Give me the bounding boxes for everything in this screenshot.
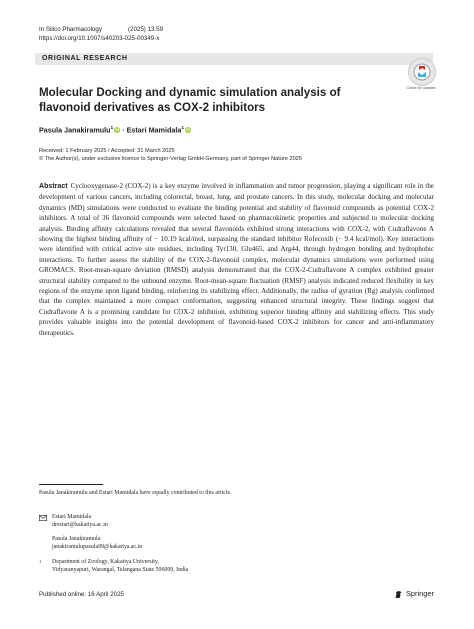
author-affiliation-mark: 1 <box>181 126 184 131</box>
section-label: ORIGINAL RESEARCH <box>42 55 128 62</box>
abstract-label: Abstract <box>39 183 68 190</box>
coauthor-name: Pasula Janakiramulu <box>52 536 101 542</box>
envelope-icon <box>39 515 47 521</box>
crossmark-icon[interactable] <box>408 58 436 86</box>
abstract-block <box>39 181 434 338</box>
orcid-icon[interactable]: iD <box>186 127 190 133</box>
coauthor-email[interactable]: janakiramulupasula99@kakatiya.ac.in <box>52 544 143 550</box>
copyright-notice: © The Author(s), under exclusive licence to Springer-Verlag GmbH Germany, part of Springer Nature 2025 <box>39 156 302 162</box>
springer-horse-icon <box>394 590 403 599</box>
affiliation-line: Vidyaranyapuri, Warangal, Telangana State 506009, India <box>52 567 189 573</box>
orcid-icon[interactable]: iD <box>115 127 120 133</box>
abstract-text: Cyclooxygenase-2 (COX-2) is a key enzyme involved in inflammation and tumor progression, playing a significant role in the development of various cancers, including colorectal, breast, lung, and prostate cancers. In this study, molecular docking and molecular dynamics (MD) simulations were conducted to evaluate the binding potential and stability of flavonoid compounds as potential COX-2 inhibitors. A total of 36 flavonoid compounds were selected based on pharmacokinetic properties and subjected to molecular docking analysis. Binding affinity calculations revealed that several flavonoids exhibited strong interactions with COX-2, with Cudraflavone A showing the highest binding affinity of − 10.19 kcal/mol, surpassing the standard inhibitor Rofecoxib (− 9.4 kcal/mol). Key interactions were identified with critical active site residues, including Tyr130, Glu465, and Arg44, through hydrogen bonding and hydrophobic interactions. To further assess the stability of the COX-2-flavonoid complex, molecular dynamics simulations were performed using GROMACS. Root-mean-square deviation (RMSD) analysis demonstrated that the COX-2-Cudraflavone A complex exhibited greater structural stability compared to the unbound enzyme. Root-mean-square fluctuation (RMSF) analysis indicated reduced flexibility in key regions of the enzyme upon ligand binding, reinforcing its stabilizing effect. Additionally, the radius of gyration (Rg) analysis confirmed that the complex maintained a more compact conformation, suggesting enhanced structural integrity. These findings suggest that Cudraflavone A is a promising candidate for COX-2 inhibition, exhibiting superior binding affinity and stabilizing effects. This study provides valuable insights into the potential development of flavonoid-based COX-2 inhibitors for cancer and anti-inflammatory therapeutics. <box>39 182 434 337</box>
corresponding-author-email[interactable]: drestari@kakatiya.ac.in <box>52 522 108 528</box>
journal-header <box>39 25 163 34</box>
affiliation-block <box>52 558 188 574</box>
author-name[interactable]: Estari Mamidala <box>126 125 182 135</box>
contribution-footnote: Pasula Janakiramulu and Estari Mamidala have equally contributed to this article. <box>39 490 232 496</box>
journal-volume: (2025) 13:59 <box>127 26 164 33</box>
corresponding-author-name: Estari Mamidala <box>52 514 92 520</box>
article-title: Molecular Docking and dynamic simulation analysis of flavonoid derivatives as COX-2 inhibitors <box>39 86 341 114</box>
affiliation-mark: 1 <box>39 559 42 564</box>
crossmark-symbol <box>413 63 431 81</box>
publisher-name: Springer <box>406 589 434 598</box>
correspondence-block <box>52 513 142 551</box>
author-name[interactable]: Pasula Janakiramulu <box>39 125 111 135</box>
published-date: Published online: 16 April 2025 <box>39 591 124 598</box>
footnote-divider <box>39 484 103 485</box>
publisher-logo[interactable] <box>394 589 434 599</box>
author-separator: · <box>122 125 125 135</box>
crossmark-caption: Check for updates <box>406 86 436 90</box>
section-banner <box>35 53 433 65</box>
journal-name: In Silico Pharmacology <box>39 26 102 33</box>
received-accepted-dates: Received: 1 February 2025 / Accepted: 31 March 2025 <box>39 148 175 154</box>
affiliation-line: Department of Zoology, Kakatiya University, <box>52 559 159 565</box>
doi-link[interactable]: https://doi.org/10.1007/s40203-025-00349-x <box>39 35 160 42</box>
author-list <box>39 124 191 135</box>
author-affiliation-mark: 1 <box>110 126 114 131</box>
